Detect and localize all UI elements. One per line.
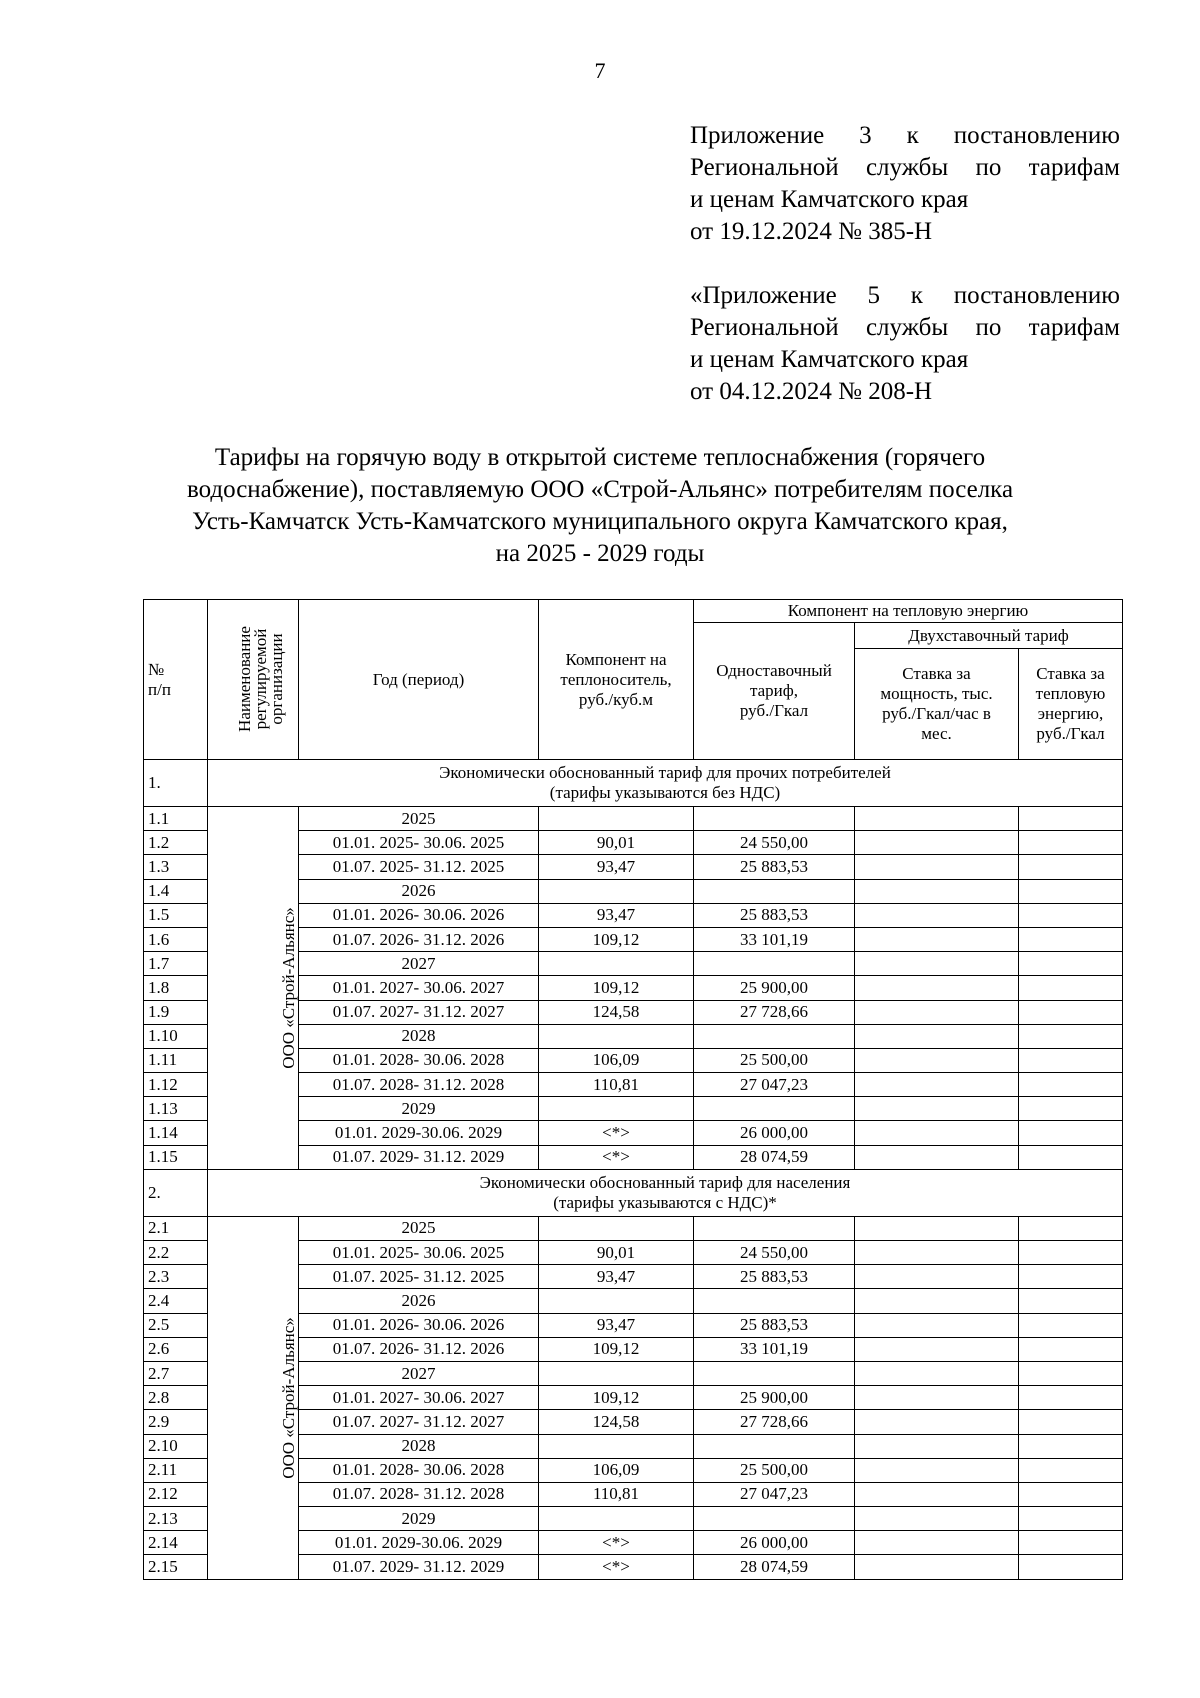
row-number: 1.4	[144, 879, 208, 903]
one-part-tariff-cell: 33 101,19	[694, 1337, 855, 1361]
energy-rate-cell	[1019, 952, 1123, 976]
capacity-rate-cell	[855, 952, 1019, 976]
energy-rate-cell	[1019, 1216, 1123, 1240]
energy-rate-cell	[1019, 1024, 1123, 1048]
period-cell: 2026	[299, 879, 539, 903]
energy-rate-cell	[1019, 879, 1123, 903]
capacity-rate-cell	[855, 1531, 1019, 1555]
capacity-rate-cell	[855, 1097, 1019, 1121]
coolant-component-cell	[539, 1507, 694, 1531]
capacity-rate-cell	[855, 1145, 1019, 1169]
energy-rate-cell	[1019, 1313, 1123, 1337]
capacity-rate-cell	[855, 855, 1019, 879]
period-cell: 2029	[299, 1507, 539, 1531]
coolant-component-cell: 109,12	[539, 976, 694, 1000]
one-part-tariff-cell	[694, 807, 855, 831]
coolant-component-cell: 109,12	[539, 1337, 694, 1361]
appendix-line: Региональной службы по тарифам	[690, 154, 1120, 181]
header-number-line: п/п	[148, 679, 171, 699]
coolant-component-cell: 110,81	[539, 1073, 694, 1097]
energy-rate-cell	[1019, 1265, 1123, 1289]
coolant-component-cell: <*>	[539, 1555, 694, 1579]
period-cell: 2025	[299, 807, 539, 831]
capacity-rate-cell	[855, 1265, 1019, 1289]
row-number: 2.4	[144, 1289, 208, 1313]
row-number: 2.11	[144, 1458, 208, 1482]
energy-rate-cell	[1019, 1555, 1123, 1579]
capacity-rate-cell	[855, 903, 1019, 927]
one-part-tariff-cell	[694, 1097, 855, 1121]
coolant-component-cell: 109,12	[539, 1386, 694, 1410]
appendix-current-reference	[690, 120, 1120, 248]
table-row	[144, 1216, 1123, 1240]
section-title-line: Экономически обоснованный тариф для населения	[479, 1172, 851, 1192]
capacity-rate-cell	[855, 1507, 1019, 1531]
one-part-tariff-cell	[694, 1361, 855, 1385]
period-cell: 01.01. 2025- 30.06. 2025	[299, 831, 539, 855]
row-number: 1.13	[144, 1097, 208, 1121]
capacity-rate-cell	[855, 1024, 1019, 1048]
energy-rate-cell	[1019, 1531, 1123, 1555]
header-organization-line: регулируемой	[250, 628, 270, 729]
row-number: 1.7	[144, 952, 208, 976]
period-cell: 01.01. 2028- 30.06. 2028	[299, 1458, 539, 1482]
page-number: 7	[594, 58, 606, 83]
row-number: 2.10	[144, 1434, 208, 1458]
one-part-tariff-cell: 26 000,00	[694, 1531, 855, 1555]
one-part-tariff-cell: 25 883,53	[694, 855, 855, 879]
capacity-rate-cell	[855, 1121, 1019, 1145]
appendix-line: «Приложение 5 к постановлению	[690, 282, 1120, 309]
period-cell: 01.07. 2029- 31.12. 2029	[299, 1145, 539, 1169]
section-title	[208, 760, 1123, 807]
row-number: 2.14	[144, 1531, 208, 1555]
period-cell: 01.07. 2027- 31.12. 2027	[299, 1410, 539, 1434]
one-part-tariff-cell: 27 728,66	[694, 1000, 855, 1024]
tariff-table-body	[144, 600, 1123, 1580]
capacity-rate-cell	[855, 1458, 1019, 1482]
row-number: 1.8	[144, 976, 208, 1000]
header-energy-line: тепловую	[1035, 684, 1106, 703]
period-cell: 01.01. 2025- 30.06. 2025	[299, 1241, 539, 1265]
header-organization-text	[234, 625, 286, 732]
title-line: водоснабжение), поставляемую ООО «Строй-Альянс» потребителям поселка	[186, 476, 1014, 503]
row-number: 1.14	[144, 1121, 208, 1145]
capacity-rate-cell	[855, 1241, 1019, 1265]
one-part-tariff-cell	[694, 1434, 855, 1458]
header-organization	[208, 600, 299, 760]
appendix-line: и ценам Камчатского края	[690, 186, 969, 213]
period-cell: 2027	[299, 952, 539, 976]
row-number: 2.2	[144, 1241, 208, 1265]
energy-rate-cell	[1019, 1482, 1123, 1506]
one-part-tariff-cell: 26 000,00	[694, 1121, 855, 1145]
period-cell: 01.01. 2028- 30.06. 2028	[299, 1048, 539, 1072]
coolant-component-cell	[539, 1216, 694, 1240]
one-part-tariff-cell: 25 900,00	[694, 1386, 855, 1410]
energy-rate-cell	[1019, 855, 1123, 879]
coolant-component-cell	[539, 1097, 694, 1121]
coolant-component-cell: 109,12	[539, 927, 694, 951]
one-part-tariff-cell: 25 500,00	[694, 1458, 855, 1482]
capacity-rate-cell	[855, 1216, 1019, 1240]
one-part-tariff-cell: 25 500,00	[694, 1048, 855, 1072]
section-title	[208, 1169, 1123, 1216]
energy-rate-cell	[1019, 903, 1123, 927]
coolant-component-cell: 124,58	[539, 1000, 694, 1024]
coolant-component-cell: 90,01	[539, 831, 694, 855]
period-cell: 01.07. 2025- 31.12. 2025	[299, 1265, 539, 1289]
period-cell: 2029	[299, 1097, 539, 1121]
row-number: 2.9	[144, 1410, 208, 1434]
energy-rate-cell	[1019, 1048, 1123, 1072]
header-coolant-line: Компонент на	[565, 649, 667, 669]
coolant-component-cell	[539, 807, 694, 831]
one-part-tariff-cell	[694, 952, 855, 976]
one-part-tariff-cell: 33 101,19	[694, 927, 855, 951]
capacity-rate-cell	[855, 831, 1019, 855]
one-part-tariff-cell	[694, 879, 855, 903]
appendix-line: Региональной службы по тарифам	[690, 314, 1120, 341]
coolant-component-cell	[539, 952, 694, 976]
period-cell: 2026	[299, 1289, 539, 1313]
header-period: Год (период)	[299, 600, 539, 760]
row-number: 1.11	[144, 1048, 208, 1072]
capacity-rate-cell	[855, 807, 1019, 831]
title-line: на 2025 - 2029 годы	[495, 540, 705, 567]
header-energy-line: руб./Гкал	[1036, 724, 1105, 743]
header-energy-line: энергию,	[1037, 704, 1104, 723]
coolant-component-cell: 93,47	[539, 903, 694, 927]
organization-name: ООО «Строй-Альянс»	[278, 1316, 298, 1479]
one-part-tariff-cell: 25 900,00	[694, 976, 855, 1000]
capacity-rate-cell	[855, 1434, 1019, 1458]
row-number: 1.12	[144, 1073, 208, 1097]
row-number: 2.5	[144, 1313, 208, 1337]
capacity-rate-cell	[855, 927, 1019, 951]
row-number: 1.5	[144, 903, 208, 927]
energy-rate-cell	[1019, 1337, 1123, 1361]
coolant-component-cell: 124,58	[539, 1410, 694, 1434]
header-capacity-line: мощность, тыс.	[880, 684, 993, 703]
row-number: 1.9	[144, 1000, 208, 1024]
period-cell: 01.07. 2027- 31.12. 2027	[299, 1000, 539, 1024]
energy-rate-cell	[1019, 1386, 1123, 1410]
capacity-rate-cell	[855, 879, 1019, 903]
section-header-row	[144, 760, 1123, 807]
period-cell: 01.01. 2026- 30.06. 2026	[299, 1313, 539, 1337]
one-part-tariff-cell: 24 550,00	[694, 831, 855, 855]
energy-rate-cell	[1019, 1289, 1123, 1313]
coolant-component-cell	[539, 879, 694, 903]
period-cell: 01.01. 2027- 30.06. 2027	[299, 976, 539, 1000]
header-energy-rate	[1019, 649, 1123, 760]
table-row	[144, 807, 1123, 831]
row-number: 1.3	[144, 855, 208, 879]
row-number: 1.6	[144, 927, 208, 951]
energy-rate-cell	[1019, 1434, 1123, 1458]
row-number: 1.15	[144, 1145, 208, 1169]
coolant-component-cell: 106,09	[539, 1458, 694, 1482]
period-cell: 01.01. 2026- 30.06. 2026	[299, 903, 539, 927]
capacity-rate-cell	[855, 1313, 1019, 1337]
section-number: 2.	[144, 1169, 208, 1216]
document-title	[0, 442, 1200, 570]
coolant-component-cell: 110,81	[539, 1482, 694, 1506]
header-number-line: №	[148, 659, 165, 679]
one-part-tariff-cell: 25 883,53	[694, 903, 855, 927]
section-title-line: (тарифы указываются без НДС)	[549, 783, 781, 802]
energy-rate-cell	[1019, 807, 1123, 831]
header-one-part-line: руб./Гкал	[739, 701, 809, 720]
header-one-part-line: Одноставочный	[716, 661, 832, 680]
section-number: 1.	[144, 760, 208, 807]
coolant-component-cell: 106,09	[539, 1048, 694, 1072]
row-number: 2.8	[144, 1386, 208, 1410]
capacity-rate-cell	[855, 976, 1019, 1000]
energy-rate-cell	[1019, 1410, 1123, 1434]
row-number: 2.3	[144, 1265, 208, 1289]
organization-cell	[208, 807, 299, 1170]
header-capacity-rate	[855, 649, 1019, 760]
header-capacity-line: руб./Гкал/час в	[882, 704, 991, 723]
section-title-line: Экономически обоснованный тариф для прочих потребителей	[439, 763, 891, 782]
section-title-line: (тарифы указываются с НДС)*	[553, 1192, 777, 1212]
one-part-tariff-cell: 27 047,23	[694, 1482, 855, 1506]
period-cell: 01.07. 2025- 31.12. 2025	[299, 855, 539, 879]
capacity-rate-cell	[855, 1482, 1019, 1506]
energy-rate-cell	[1019, 1073, 1123, 1097]
period-cell: 01.01. 2029-30.06. 2029	[299, 1121, 539, 1145]
header-organization-line: Наименование	[234, 625, 254, 732]
one-part-tariff-cell	[694, 1507, 855, 1531]
row-number: 1.10	[144, 1024, 208, 1048]
capacity-rate-cell	[855, 1410, 1019, 1434]
row-number: 2.15	[144, 1555, 208, 1579]
period-cell: 01.07. 2026- 31.12. 2026	[299, 1337, 539, 1361]
one-part-tariff-cell: 28 074,59	[694, 1145, 855, 1169]
period-cell: 01.07. 2029- 31.12. 2029	[299, 1555, 539, 1579]
appendix-previous-reference	[690, 280, 1120, 408]
capacity-rate-cell	[855, 1000, 1019, 1024]
header-two-part-tariff: Двухставочный тариф	[855, 623, 1123, 649]
one-part-tariff-cell: 24 550,00	[694, 1241, 855, 1265]
header-capacity-line: Ставка за	[902, 664, 971, 683]
row-number: 2.7	[144, 1361, 208, 1385]
one-part-tariff-cell: 28 074,59	[694, 1555, 855, 1579]
header-coolant-line: руб./куб.м	[578, 689, 654, 709]
appendix-line: от 04.12.2024 № 208-Н	[690, 378, 933, 405]
title-line: Усть-Камчатск Усть-Камчатского муниципального округа Камчатского края,	[192, 508, 1008, 535]
period-cell: 01.01. 2027- 30.06. 2027	[299, 1386, 539, 1410]
row-number: 2.6	[144, 1337, 208, 1361]
coolant-component-cell	[539, 1024, 694, 1048]
tariff-table	[143, 599, 1123, 1580]
appendix-line: от 19.12.2024 № 385-Н	[690, 218, 933, 245]
energy-rate-cell	[1019, 927, 1123, 951]
coolant-component-cell	[539, 1434, 694, 1458]
coolant-component-cell: <*>	[539, 1145, 694, 1169]
capacity-rate-cell	[855, 1361, 1019, 1385]
period-cell: 2028	[299, 1434, 539, 1458]
period-cell: 2025	[299, 1216, 539, 1240]
period-cell: 2027	[299, 1361, 539, 1385]
organization-name: ООО «Строй-Альянс»	[278, 907, 298, 1069]
period-cell: 2028	[299, 1024, 539, 1048]
energy-rate-cell	[1019, 831, 1123, 855]
one-part-tariff-cell	[694, 1289, 855, 1313]
capacity-rate-cell	[855, 1073, 1019, 1097]
header-one-part-line: тариф,	[749, 681, 799, 700]
header-coolant-line: теплоноситель,	[560, 669, 672, 689]
header-one-part-tariff	[694, 623, 855, 760]
header-row	[144, 600, 1123, 623]
coolant-component-cell: 93,47	[539, 1265, 694, 1289]
capacity-rate-cell	[855, 1555, 1019, 1579]
energy-rate-cell	[1019, 1361, 1123, 1385]
capacity-rate-cell	[855, 1337, 1019, 1361]
period-cell: 01.07. 2028- 31.12. 2028	[299, 1073, 539, 1097]
energy-rate-cell	[1019, 1121, 1123, 1145]
energy-rate-cell	[1019, 976, 1123, 1000]
capacity-rate-cell	[855, 1048, 1019, 1072]
header-energy-line: Ставка за	[1036, 664, 1105, 683]
energy-rate-cell	[1019, 1000, 1123, 1024]
coolant-component-cell: 93,47	[539, 855, 694, 879]
title-line: Тарифы на горячую воду в открытой системе теплоснабжения (горячего	[214, 444, 986, 471]
one-part-tariff-cell	[694, 1024, 855, 1048]
header-coolant-component	[539, 600, 694, 760]
coolant-component-cell: 93,47	[539, 1313, 694, 1337]
row-number: 1.1	[144, 807, 208, 831]
capacity-rate-cell	[855, 1386, 1019, 1410]
energy-rate-cell	[1019, 1458, 1123, 1482]
period-cell: 01.07. 2028- 31.12. 2028	[299, 1482, 539, 1506]
header-capacity-line: мес.	[921, 724, 952, 743]
capacity-rate-cell	[855, 1289, 1019, 1313]
row-number: 1.2	[144, 831, 208, 855]
row-number: 2.13	[144, 1507, 208, 1531]
header-organization-line: организации	[266, 632, 286, 725]
energy-rate-cell	[1019, 1241, 1123, 1265]
one-part-tariff-cell: 25 883,53	[694, 1313, 855, 1337]
one-part-tariff-cell: 27 728,66	[694, 1410, 855, 1434]
section-header-row	[144, 1169, 1123, 1216]
coolant-component-cell: <*>	[539, 1531, 694, 1555]
one-part-tariff-cell: 25 883,53	[694, 1265, 855, 1289]
one-part-tariff-cell: 27 047,23	[694, 1073, 855, 1097]
energy-rate-cell	[1019, 1507, 1123, 1531]
appendix-line: Приложение 3 к постановлению	[690, 122, 1120, 149]
header-heat-energy-group: Компонент на тепловую энергию	[694, 600, 1123, 623]
period-cell: 01.01. 2029-30.06. 2029	[299, 1531, 539, 1555]
row-number: 2.12	[144, 1482, 208, 1506]
period-cell: 01.07. 2026- 31.12. 2026	[299, 927, 539, 951]
coolant-component-cell: 90,01	[539, 1241, 694, 1265]
coolant-component-cell: <*>	[539, 1121, 694, 1145]
appendix-line: и ценам Камчатского края	[690, 346, 969, 373]
header-number	[144, 600, 208, 760]
energy-rate-cell	[1019, 1145, 1123, 1169]
coolant-component-cell	[539, 1289, 694, 1313]
row-number: 2.1	[144, 1216, 208, 1240]
one-part-tariff-cell	[694, 1216, 855, 1240]
organization-cell	[208, 1216, 299, 1579]
energy-rate-cell	[1019, 1097, 1123, 1121]
coolant-component-cell	[539, 1361, 694, 1385]
